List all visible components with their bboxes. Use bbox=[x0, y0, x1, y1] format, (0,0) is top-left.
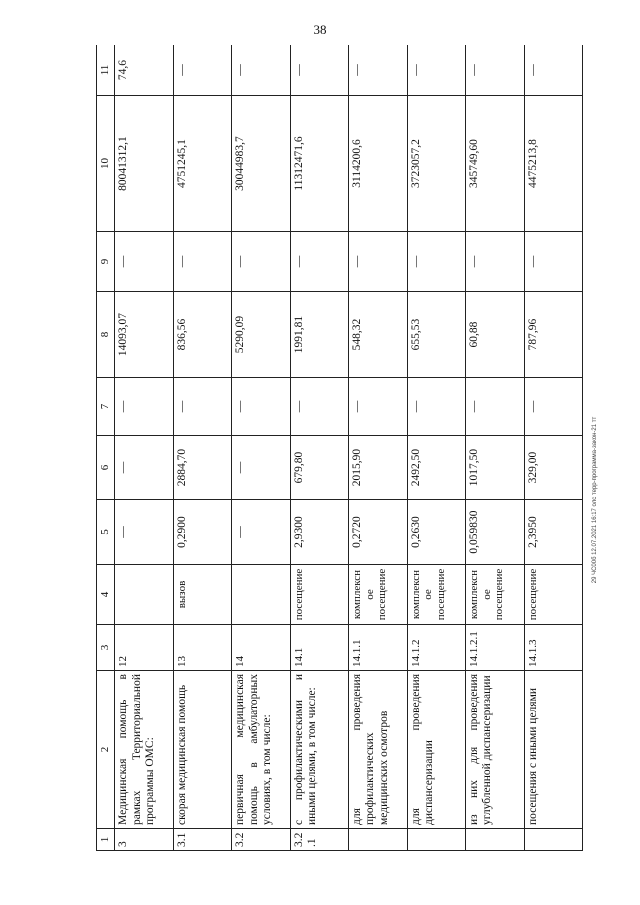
per-capita-cell: 655,53 bbox=[407, 292, 465, 378]
description-cell: посещения с иными целями bbox=[524, 671, 582, 829]
total-cell: 11312471,6 bbox=[290, 96, 348, 232]
column-number-header: 2 bbox=[97, 671, 115, 829]
side-note-text: 29 ЧС00б 12.07.2021 16:17 олс терр-программа-закон-21 тт bbox=[592, 416, 598, 584]
norm-cell: — bbox=[115, 500, 173, 565]
share-cell: — bbox=[173, 45, 231, 96]
col9-cell: — bbox=[407, 232, 465, 292]
unit-cell: посещение bbox=[524, 565, 582, 625]
unit-cell: комплексное посещение bbox=[349, 565, 407, 625]
line-code-cell: 14.1.1 bbox=[349, 625, 407, 671]
col9-cell: — bbox=[466, 232, 524, 292]
table-container bbox=[96, 45, 583, 851]
side-note bbox=[588, 380, 602, 620]
column-number-header: 3 bbox=[97, 625, 115, 671]
total-cell: 345749,60 bbox=[466, 96, 524, 232]
data-table bbox=[96, 45, 583, 851]
per-capita-cell: 60,88 bbox=[466, 292, 524, 378]
description-cell: для проведения профилактических медицинских осмотров bbox=[349, 671, 407, 829]
row-number-cell bbox=[349, 829, 407, 851]
column-number-header: 1 bbox=[97, 829, 115, 851]
row-number-cell bbox=[524, 829, 582, 851]
norm-cell: 2,3950 bbox=[524, 500, 582, 565]
col9-cell: — bbox=[290, 232, 348, 292]
table-row bbox=[407, 45, 465, 851]
column-number-header: 7 bbox=[97, 378, 115, 436]
table-row bbox=[232, 45, 290, 851]
line-code-cell: 14.1.3 bbox=[524, 625, 582, 671]
line-code-cell: 14 bbox=[232, 625, 290, 671]
table-row bbox=[349, 45, 407, 851]
table-row bbox=[466, 45, 524, 851]
column-number-header: 4 bbox=[97, 565, 115, 625]
norm-cell: 0,2720 bbox=[349, 500, 407, 565]
per-capita-cell: 836,56 bbox=[173, 292, 231, 378]
share-cell: — bbox=[290, 45, 348, 96]
column-number-header: 9 bbox=[97, 232, 115, 292]
row-number-cell: 3.2.1 bbox=[290, 829, 348, 851]
description-cell: для проведения диспансеризации bbox=[407, 671, 465, 829]
unit-cell bbox=[232, 565, 290, 625]
table-row bbox=[524, 45, 582, 851]
table-header-row bbox=[97, 45, 115, 851]
table-row bbox=[290, 45, 348, 851]
row-number-cell: 3.2 bbox=[232, 829, 290, 851]
line-code-cell: 14.1.2.1 bbox=[466, 625, 524, 671]
cost-cell: — bbox=[115, 436, 173, 500]
unit-cell: комплексное посещение bbox=[407, 565, 465, 625]
total-cell: 4751245,1 bbox=[173, 96, 231, 232]
line-code-cell: 12 bbox=[115, 625, 173, 671]
col9-cell: — bbox=[524, 232, 582, 292]
unit-cell: вызов bbox=[173, 565, 231, 625]
total-cell: 3114200,6 bbox=[349, 96, 407, 232]
total-cell: 30044983,7 bbox=[232, 96, 290, 232]
col7-cell: — bbox=[349, 378, 407, 436]
col7-cell: — bbox=[173, 378, 231, 436]
share-cell: — bbox=[524, 45, 582, 96]
total-cell: 80041312,1 bbox=[115, 96, 173, 232]
total-cell: 4475213,8 bbox=[524, 96, 582, 232]
column-number-header: 5 bbox=[97, 500, 115, 565]
row-number-cell bbox=[466, 829, 524, 851]
cost-cell: 1017,50 bbox=[466, 436, 524, 500]
norm-cell: — bbox=[232, 500, 290, 565]
share-cell: — bbox=[407, 45, 465, 96]
rotated-table bbox=[96, 45, 583, 851]
row-number-cell: 3 bbox=[115, 829, 173, 851]
norm-cell: 2,9300 bbox=[290, 500, 348, 565]
line-code-cell: 14.1.2 bbox=[407, 625, 465, 671]
description-cell: первичная медицинская помощь в амбулаторных условиях, в том числе: bbox=[232, 671, 290, 829]
row-number-cell bbox=[407, 829, 465, 851]
row-number-cell: 3.1 bbox=[173, 829, 231, 851]
table-row bbox=[173, 45, 231, 851]
col7-cell: — bbox=[115, 378, 173, 436]
table-row bbox=[115, 45, 173, 851]
description-cell: из них для проведения углубленной диспансеризации bbox=[466, 671, 524, 829]
norm-cell: 0,2630 bbox=[407, 500, 465, 565]
per-capita-cell: 787,96 bbox=[524, 292, 582, 378]
cost-cell: 2884,70 bbox=[173, 436, 231, 500]
norm-cell: 0,059830 bbox=[466, 500, 524, 565]
col7-cell: — bbox=[290, 378, 348, 436]
total-cell: 3723057,2 bbox=[407, 96, 465, 232]
unit-cell: посещение bbox=[290, 565, 348, 625]
cost-cell: 679,80 bbox=[290, 436, 348, 500]
col9-cell: — bbox=[349, 232, 407, 292]
column-number-header: 8 bbox=[97, 292, 115, 378]
col9-cell: — bbox=[232, 232, 290, 292]
line-code-cell: 13 bbox=[173, 625, 231, 671]
unit-cell: комплексное посещение bbox=[466, 565, 524, 625]
description-cell: Медицинская помощь в рамках Территориальной программы ОМС: bbox=[115, 671, 173, 829]
col7-cell: — bbox=[232, 378, 290, 436]
per-capita-cell: 548,32 bbox=[349, 292, 407, 378]
share-cell: — bbox=[349, 45, 407, 96]
share-cell: — bbox=[232, 45, 290, 96]
per-capita-cell: 1991,81 bbox=[290, 292, 348, 378]
cost-cell: 2015,90 bbox=[349, 436, 407, 500]
col7-cell: — bbox=[466, 378, 524, 436]
col7-cell: — bbox=[524, 378, 582, 436]
column-number-header: 10 bbox=[97, 96, 115, 232]
column-number-header: 11 bbox=[97, 45, 115, 96]
per-capita-cell: 14093,07 bbox=[115, 292, 173, 378]
page-number: 38 bbox=[313, 22, 327, 37]
col9-cell: — bbox=[115, 232, 173, 292]
description-cell: с профилактическими и иными целями, в том числе: bbox=[290, 671, 348, 829]
line-code-cell: 14.1 bbox=[290, 625, 348, 671]
column-number-header: 6 bbox=[97, 436, 115, 500]
norm-cell: 0,2900 bbox=[173, 500, 231, 565]
col7-cell: — bbox=[407, 378, 465, 436]
cost-cell: 2492,50 bbox=[407, 436, 465, 500]
description-cell: скорая медицинская помощь bbox=[173, 671, 231, 829]
col9-cell: — bbox=[173, 232, 231, 292]
cost-cell: — bbox=[232, 436, 290, 500]
per-capita-cell: 5290,09 bbox=[232, 292, 290, 378]
cost-cell: 329,00 bbox=[524, 436, 582, 500]
unit-cell bbox=[115, 565, 173, 625]
table-body bbox=[97, 45, 583, 851]
share-cell: 74,6 bbox=[115, 45, 173, 96]
share-cell: — bbox=[466, 45, 524, 96]
